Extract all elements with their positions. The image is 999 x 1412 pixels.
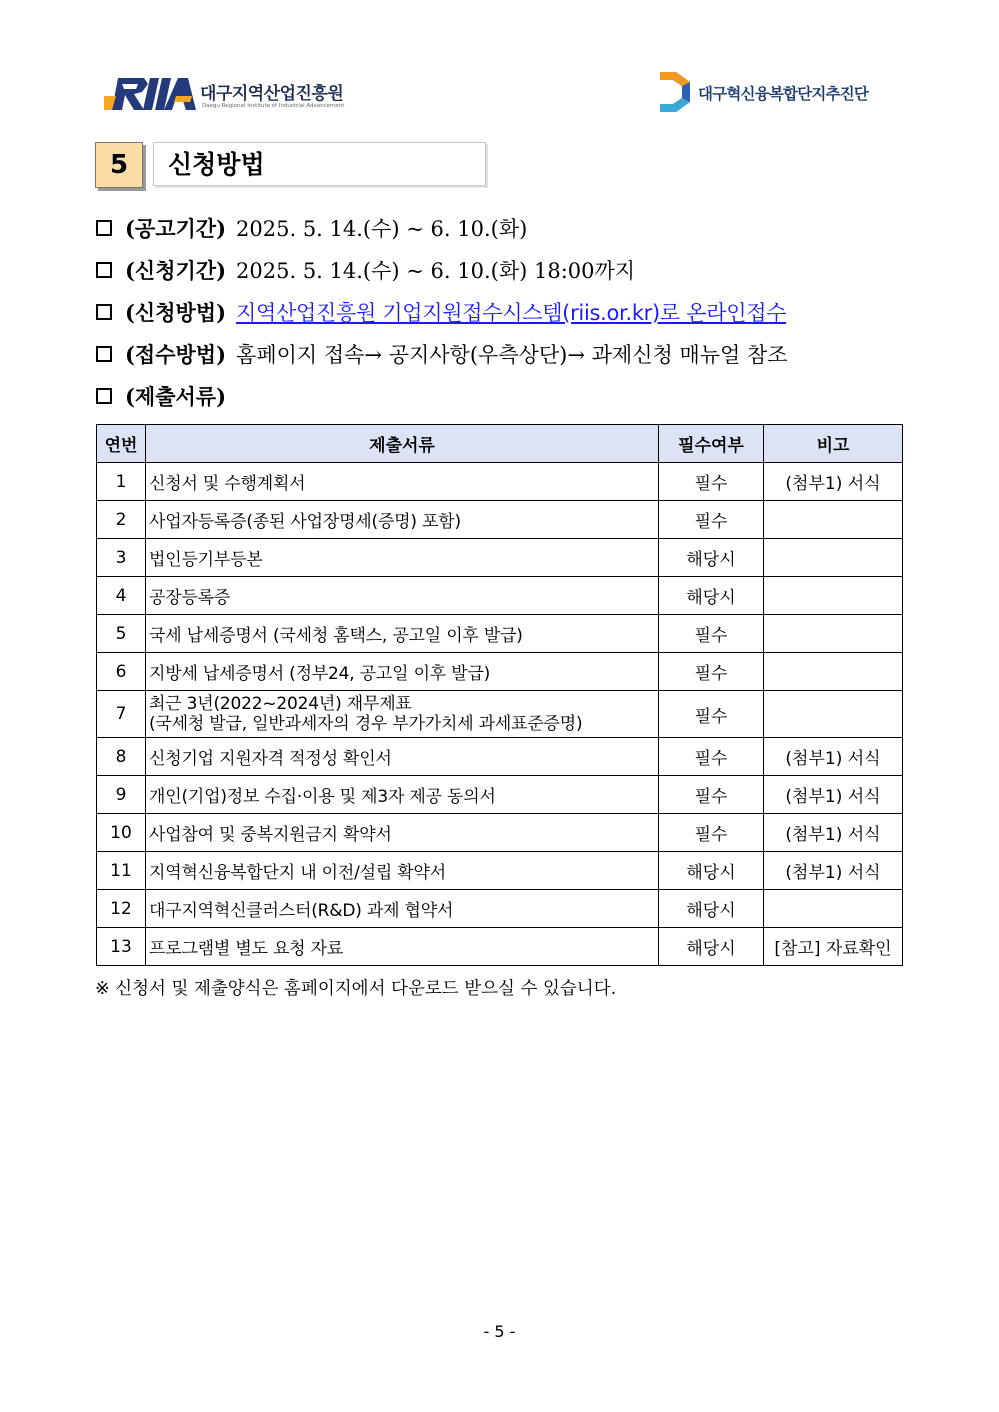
table-header-row (97, 425, 903, 463)
list-item-documents (96, 379, 906, 413)
row-doc: 신청서 및 수행계획서 (146, 463, 659, 501)
table-row (97, 653, 903, 691)
riia-logo (104, 76, 364, 116)
row-note: (첨부1) 서식 (764, 852, 903, 890)
row-doc: 법인등기부등본 (146, 539, 659, 577)
header-note: 비고 (764, 425, 903, 463)
table-row (97, 577, 903, 615)
row-note (764, 539, 903, 577)
header-required: 필수여부 (659, 425, 764, 463)
drc-logo (656, 70, 896, 114)
row-doc: 지방세 납세증명서 (정부24, 공고일 이후 발급) (146, 653, 659, 691)
row-doc: 사업자등록증(종된 사업장명세(증명) 포함) (146, 501, 659, 539)
row-required: 필수 (659, 615, 764, 653)
row-no: 1 (97, 463, 146, 501)
row-no: 12 (97, 890, 146, 928)
row-doc: 지역혁신융복합단지 내 이전/설립 확약서 (146, 852, 659, 890)
row-required: 필수 (659, 501, 764, 539)
row-doc (146, 691, 659, 738)
row-no: 7 (97, 691, 146, 738)
row-no: 8 (97, 738, 146, 776)
row-doc: 사업참여 및 중복지원금지 확약서 (146, 814, 659, 852)
checkbox-icon (96, 220, 112, 236)
row-required: 필수 (659, 691, 764, 738)
row-note (764, 577, 903, 615)
row-required: 필수 (659, 776, 764, 814)
table-row (97, 615, 903, 653)
table-row (97, 814, 903, 852)
row-doc: 개인(기업)정보 수집·이용 및 제3자 제공 동의서 (146, 776, 659, 814)
row-required: 해당시 (659, 852, 764, 890)
item-label: (공고기간) (125, 216, 227, 241)
row-note: (첨부1) 서식 (764, 463, 903, 501)
riia-logo-sub: Daegu Regional Institute of Industrial Advancement (202, 103, 345, 109)
drc-logo-name: 대구혁신융복합단지추진단 (698, 85, 869, 103)
row-required: 필수 (659, 653, 764, 691)
table-row (97, 852, 903, 890)
row-no: 11 (97, 852, 146, 890)
documents-table (96, 424, 903, 966)
table-row (97, 776, 903, 814)
row-no: 9 (97, 776, 146, 814)
row-note: (첨부1) 서식 (764, 814, 903, 852)
item-label: (접수방법) (125, 342, 227, 367)
row-doc-line2: (국세청 발급, 일반과세자의 경우 부가가치세 과세표준증명) (149, 714, 583, 734)
table-row (97, 691, 903, 738)
checkbox-icon (96, 262, 112, 278)
riia-logo-mark (104, 76, 196, 112)
list-item-apply-method (96, 295, 906, 329)
row-required: 필수 (659, 463, 764, 501)
item-value: 2025. 5. 14.(수) ~ 6. 10.(화) 18:00까지 (236, 259, 636, 283)
row-required: 해당시 (659, 890, 764, 928)
row-required: 해당시 (659, 539, 764, 577)
row-note (764, 691, 903, 738)
table-row (97, 890, 903, 928)
item-label: (신청기간) (125, 258, 227, 283)
row-doc: 신청기업 지원자격 적정성 확인서 (146, 738, 659, 776)
row-no: 4 (97, 577, 146, 615)
row-no: 2 (97, 501, 146, 539)
list-item-receipt-method (96, 337, 906, 371)
row-note (764, 890, 903, 928)
section-number: 5 (95, 142, 143, 188)
drc-logo-mark (656, 70, 692, 114)
row-doc: 공장등록증 (146, 577, 659, 615)
item-label: (신청방법) (125, 300, 227, 325)
row-no: 3 (97, 539, 146, 577)
checkbox-icon (96, 346, 112, 362)
row-note (764, 501, 903, 539)
row-no: 13 (97, 928, 146, 966)
table-row (97, 738, 903, 776)
footnote: ※ 신청서 및 제출양식은 홈페이지에서 다운로드 받으실 수 있습니다. (95, 979, 617, 999)
checkbox-icon (96, 388, 112, 404)
item-label: (제출서류) (125, 384, 227, 409)
page-number: - 5 - (483, 1322, 516, 1341)
row-no: 6 (97, 653, 146, 691)
row-doc-line1: 최근 3년(2022~2024년) 재무제표 (149, 694, 412, 714)
row-note (764, 615, 903, 653)
table-row (97, 928, 903, 966)
row-no: 10 (97, 814, 146, 852)
section-title: 신청방법 (153, 142, 486, 186)
row-doc: 프로그램별 별도 요청 자료 (146, 928, 659, 966)
item-value: 홈페이지 접속→ 공지사항(우측상단)→ 과제신청 매뉴얼 참조 (236, 343, 788, 367)
header-doc: 제출서류 (146, 425, 659, 463)
row-required: 해당시 (659, 577, 764, 615)
item-value: 2025. 5. 14.(수) ~ 6. 10.(화) (236, 217, 528, 241)
row-note: (첨부1) 서식 (764, 776, 903, 814)
list-item-apply-period (96, 253, 906, 287)
table-row (97, 539, 903, 577)
table-row (97, 463, 903, 501)
row-note: [참고] 자료확인 (764, 928, 903, 966)
table-row (97, 501, 903, 539)
row-note (764, 653, 903, 691)
row-required: 필수 (659, 814, 764, 852)
riia-logo-name: 대구지역산업진흥원 (200, 84, 344, 104)
row-doc: 국세 납세증명서 (국세청 홈택스, 공고일 이후 발급) (146, 615, 659, 653)
checkbox-icon (96, 304, 112, 320)
row-required: 필수 (659, 738, 764, 776)
row-required: 해당시 (659, 928, 764, 966)
online-apply-link[interactable]: 지역산업진흥원 기업지원접수시스템(riis.or.kr)로 온라인접수 (236, 301, 787, 325)
list-item-announce-period (96, 211, 906, 245)
row-doc: 대구지역혁신클러스터(R&D) 과제 협약서 (146, 890, 659, 928)
row-no: 5 (97, 615, 146, 653)
row-note: (첨부1) 서식 (764, 738, 903, 776)
header-no: 연번 (97, 425, 146, 463)
